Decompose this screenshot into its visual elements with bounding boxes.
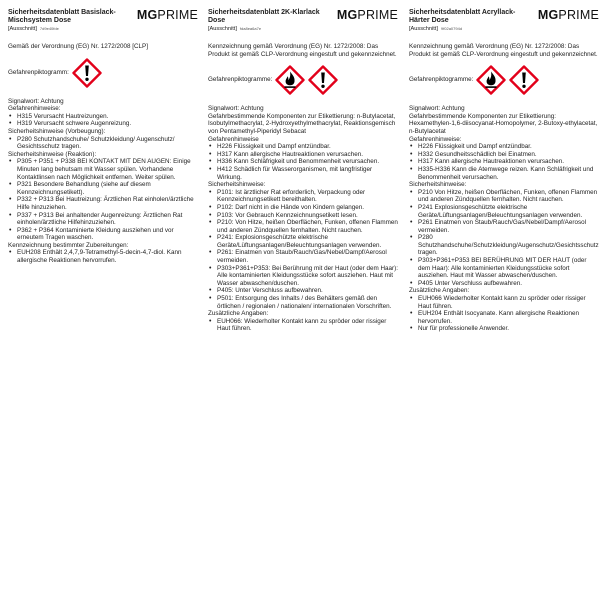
section-text: Gefahrenhinweise: xyxy=(409,135,462,143)
list-item: • P102: Darf nicht in die Hände von Kindern gelangen. xyxy=(217,204,398,212)
document-code: fda8ea6a7e xyxy=(239,26,262,32)
pictogram-label: Gefahrenpiktogramme: xyxy=(409,76,474,84)
bullet-list xyxy=(409,295,599,333)
section-text: Kennzeichnung bestimmter Zubereitungen: xyxy=(8,241,129,249)
hazard-pictogram-row xyxy=(8,57,198,89)
bullet-list xyxy=(8,249,198,264)
section-text: Zusätzliche Angaben: xyxy=(409,287,470,295)
excerpt-line xyxy=(8,25,198,33)
list-item: • EUH066 Wiederholter Kontakt kann zu spröder oder rissiger Haut führen. xyxy=(418,295,599,310)
section-text: Signalwort: Achtung xyxy=(208,105,264,113)
list-item: • EUH066: Wiederholter Kontakt kann zu spröder oder rissiger Haut führen. xyxy=(217,318,398,333)
list-item: • P305 + P351 + P338 BEI KONTAKT MIT DEN AUGEN: Einige Minuten lang behutsam mit Wasser spülen. Vorhandene Kontaktlinsen nach Möglichkeit entfernen. Weiter spülen. xyxy=(17,158,198,181)
list-item: • P405: Unter Verschluss aufbewahren. xyxy=(217,287,398,295)
brand-suffix: PRIME xyxy=(157,8,198,22)
brand-suffix: PRIME xyxy=(357,8,398,22)
sheet-header xyxy=(8,9,198,37)
brand-prefix: MG xyxy=(537,8,559,22)
bullet-list xyxy=(409,143,599,181)
bullet-list xyxy=(208,189,398,311)
section-text: Kennzeichnung gemäß Verordnung (EG) Nr. 1272/2008: Das Produkt ist gemäß CLP-Verordnung eingestuft und gekennzeichnet. xyxy=(208,43,397,58)
brand-logo xyxy=(337,9,398,22)
exclamation-mark-icon xyxy=(509,65,539,95)
brand-suffix: PRIME xyxy=(558,8,599,22)
excerpt-line xyxy=(409,25,599,33)
list-item: • H226 Flüssigkeit und Dampf entzündbar. xyxy=(217,143,398,151)
bullet-list xyxy=(8,113,198,128)
sheet-title: Sicherheitsdatenblatt Acryllack-Härter Dose xyxy=(409,9,516,25)
excerpt-label: [Ausschnitt] xyxy=(208,26,237,33)
exclamation-mark-icon xyxy=(308,65,338,95)
list-item: • P321 Besondere Behandlung (siehe auf diesem Kennzeichnungsetikett). xyxy=(17,181,198,196)
list-item: • P241 Explosionsgeschützte elektrische Geräte/Lüftungsanlagen/Beleuchtungsanlagen verwenden. xyxy=(418,204,599,219)
excerpt-label: [Ausschnitt] xyxy=(8,26,37,33)
hazard-pictogram-row xyxy=(208,64,398,96)
bullet-list xyxy=(8,136,198,151)
pictogram-label: Gefahrenpiktogramm: xyxy=(8,68,69,76)
list-item: • P210 Von Hitze, heißen Oberflächen, Funken, offenen Flammen und anderen Zündquellen fernhalten. Nicht rauchen. xyxy=(418,189,599,204)
section-text: Sicherheitshinweise: xyxy=(208,181,266,189)
bullet-list xyxy=(8,158,198,242)
flame-icon xyxy=(275,65,305,95)
exclamation-mark-icon xyxy=(72,58,102,88)
pictogram-label: Gefahrenpiktogramme: xyxy=(208,76,273,84)
list-item: • P261 Einatmen von Staub/Rauch/Gas/Nebel/Dampf/Aerosol vermeiden. xyxy=(418,219,599,234)
spacer xyxy=(8,89,198,98)
sheet-header xyxy=(409,9,599,37)
section-text: Kennzeichnung gemäß Verordnung (EG) Nr. 1272/2008: Das Produkt ist gemäß CLP-Verordnung eingestuft und gekennzeichnet. xyxy=(409,43,598,58)
section-text: Sicherheitshinweise (Reaktion): xyxy=(8,150,97,158)
list-item: • P101: Ist ärztlicher Rat erforderlich, Verpackung oder Kennzeichnungsetikett bereithalten. xyxy=(217,189,398,204)
section-text: Zusätzliche Angaben: xyxy=(208,310,269,318)
brand-prefix: MG xyxy=(136,8,158,22)
list-item: • H317 Kann allergische Hautreaktionen verursachen. xyxy=(217,151,398,159)
flame-icon xyxy=(476,65,506,95)
list-item: • H226 Flüssigkeit und Dampf entzündbar. xyxy=(418,143,599,151)
list-item: • Nur für professionelle Anwender. xyxy=(418,325,599,333)
section-text: Gefahrenhinweise: xyxy=(8,105,61,113)
brand-logo xyxy=(538,9,599,22)
bullet-list xyxy=(409,189,599,288)
section-text: Signalwort: Achtung xyxy=(409,105,465,113)
section-text: Sicherheitshinweise (Vorbeugung): xyxy=(8,127,106,135)
list-item: • H319 Verursacht schwere Augenreizung. xyxy=(17,120,198,128)
list-item: • P280 Schutzhandschuhe/ Schutzkleidung/ Augenschutz/ Gesichtsschutz tragen. xyxy=(17,136,198,151)
list-item: • H317 Kann allergische Hautreaktionen verursachen. xyxy=(418,158,599,166)
bullet-list xyxy=(208,318,398,333)
list-item: • H335-H336 Kann die Atemwege reizen. Kann Schläfrigkeit und Benommenheit verursachen. xyxy=(418,166,599,181)
list-item: • P280 Schutzhandschuhe/Schutzkleidung/Augenschutz/Gesichtsschutz tragen. xyxy=(418,234,599,257)
document-code: 9f02a0794d xyxy=(440,26,463,32)
list-item: • P261: Einatmen von Staub/Rauch/Gas/Nebel/Dampf/Aerosol vermeiden. xyxy=(217,249,398,264)
list-item: • H336 Kann Schläfrigkeit und Benommenheit verursachen. xyxy=(217,158,398,166)
spacer xyxy=(409,96,599,105)
list-item: • H332 Gesundheitsschädlich bei Einatmen. xyxy=(418,151,599,159)
list-item: • H315 Verursacht Hautreizungen. xyxy=(17,113,198,121)
section-text: Sicherheitshinweise: xyxy=(409,181,467,189)
list-item: • P332 + P313 Bei Hautreizung: Ärztlichen Rat einholen/ärztliche Hilfe hinzuziehen. xyxy=(17,196,198,211)
excerpt-label: [Ausschnitt] xyxy=(409,26,438,33)
list-item: • P405 Unter Verschluss aufbewahren. xyxy=(418,280,599,288)
sheet-title: Sicherheitsdatenblatt 2K-Klarlack Dose xyxy=(208,9,320,25)
sheet-title: Sicherheitsdatenblatt Basislack-Mischsystem Dose xyxy=(8,9,116,25)
list-item: • P337 + P313 Bei anhaltender Augenreizung: Ärztlichen Rat einholen/ärztliche Hilfehinzuziehen. xyxy=(17,212,198,227)
list-item: • P362 + P364 Kontaminierte Kleidung ausziehen und vor erneutem Tragen waschen. xyxy=(17,227,198,242)
section-text: Gemäß der Verordnung (EG) Nr. 1272/2008 [CLP] xyxy=(8,43,149,50)
section-text: Gefahrbestimmende Komponenten zur Etikettierung: Hexamethylen-1,6-diisocyanat-Homopolymer, 2-Butoxy-ethylacetat, n-Butylacetat xyxy=(409,112,598,135)
list-item: • P303+P361+P353 BEI BERÜHRUNG MIT DER HAUT (oder dem Haar): Alle kontaminierten Kleidungsstücke sofort ausziehen. Haut mit Wasser abwaschen/duschen. xyxy=(418,257,599,280)
section-text: Gefahrenhinweise xyxy=(208,135,259,143)
list-item: • EUH204 Enthält Isocyanate. Kann allergische Reaktionen hervorrufen. xyxy=(418,310,599,325)
sheet-column-3 xyxy=(409,9,599,333)
spacer xyxy=(208,96,398,105)
hazard-pictogram-row xyxy=(409,64,599,96)
brand-logo xyxy=(137,9,198,22)
list-item: • H412 Schädlich für Wasserorganismen, mit langfristiger Wirkung. xyxy=(217,166,398,181)
list-item: • EUH208 Enthält 2,4,7,9-Tetramethyl-5-decin-4,7-diol. Kann allergische Reaktionen hervorrufen. xyxy=(17,249,198,264)
bullet-list xyxy=(208,143,398,181)
list-item: • P241: Explosionsgeschützte elektrische Geräte/Lüftungsanlagen/Beleuchtungsanlagen verwenden. xyxy=(217,234,398,249)
sheet-column-2 xyxy=(208,9,398,333)
section-text: Signalwort: Achtung xyxy=(8,97,64,105)
list-item: • P303+P361+P353: Bei Berührung mit der Haut (oder dem Haar): Alle kontaminierten Kleidungsstücke sofort ausziehen. Haut mit Wasser abwaschen/duschen. xyxy=(217,265,398,288)
list-item: • P103: Vor Gebrauch Kennzeichnungsetikett lesen. xyxy=(217,212,398,220)
document-code: 7d9e40fde xyxy=(39,26,59,32)
brand-prefix: MG xyxy=(336,8,358,22)
section-text: Gefahrbestimmende Komponenten zur Etikettierung: n-Butylacetat, Isobutylmethacrylat, 2-Hydroxyethylmethacrylat, Reaktionsgemisch von Pentamethyl-Piperidyl Sebacat xyxy=(208,112,396,135)
sheet-column-1 xyxy=(8,9,198,265)
list-item: • P501: Entsorgung des Inhalts / des Behälters gemäß den örtlichen / regionalen / nationalen/ internationalen Vorschriften. xyxy=(217,295,398,310)
list-item: • P210: Von Hitze, heißen Oberflächen, Funken, offenen Flammen und anderen Zündquellen fernhalten. Nicht rauchen. xyxy=(217,219,398,234)
sheet-header xyxy=(208,9,398,37)
excerpt-line xyxy=(208,25,398,33)
